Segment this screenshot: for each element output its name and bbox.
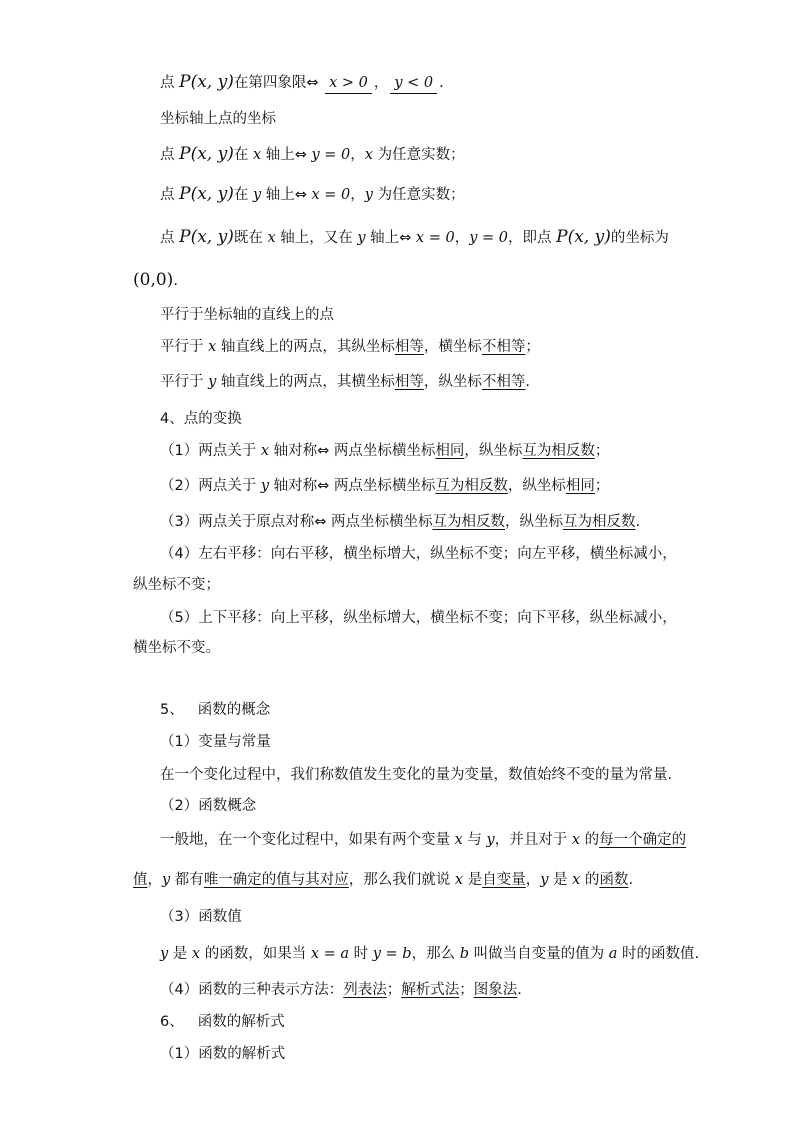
text: 的 [580,872,600,888]
math: y [540,872,549,888]
text: ，并且对于 [494,832,572,848]
math: y [160,946,169,962]
text: ， [350,187,365,203]
math: x [571,832,581,848]
math: y [364,187,373,203]
math: y [260,478,270,494]
text: ； [386,982,402,998]
math: b [459,946,469,962]
text: 点 [160,230,180,246]
math: a [608,946,618,962]
underlined-answer: 不相等 [481,339,526,355]
math: y [486,832,495,848]
text: （4）左右平移：向右平移，横坐标增大，纵坐标不变；向左平移，横坐标减小， [160,546,677,562]
math: x [191,946,201,962]
underlined-answer: 每一个确定的 [599,832,687,848]
text: 的函数，如果当 [200,946,311,962]
text: 轴上⇔ [261,147,312,163]
text: 既在 [233,230,268,246]
text: . [517,982,522,998]
line-parallel-y [160,372,530,392]
subheading-function-concept [160,796,256,816]
math: y = 0 [311,147,351,163]
text: 叫做当自变量的值为 [469,946,609,962]
math: x = 0 [415,230,455,246]
text: 轴直线上的两点，其纵坐标 [216,339,395,355]
text: 轴对称⇔ 两点坐标横坐标 [269,443,436,459]
text: 在一个变化过程中，我们称数值发生变化的量为变量，数值始终不变的量为常量. [160,767,673,783]
text: ，那么 [411,946,460,962]
item-x-symmetry [160,441,609,461]
line-quadrant-four [160,72,444,94]
text: ； [525,339,540,355]
line-representation-methods [160,980,522,1000]
section-heading-5 [160,700,270,720]
underlined-answer: 相等 [394,374,424,390]
math: x [267,230,276,246]
text: ，纵坐标 [507,478,566,494]
math-xy: (x, y) [190,72,234,92]
underlined-answer: 图象法 [473,982,518,998]
math: y = 0 [469,230,508,246]
text: 轴上⇔ [365,230,416,246]
math: x [572,872,581,888]
line-on-x-axis [160,144,465,165]
heading-parallel-lines [160,305,334,325]
item-origin-symmetry [160,512,640,532]
text: 6、 [160,1014,184,1030]
text: 纵坐标不变； [133,577,220,593]
underlined-answer: 列表法 [343,982,387,998]
answer-blank: y < 0 [390,73,437,94]
text: ，纵坐标 [464,443,523,459]
text: ，纵坐标 [504,514,563,530]
text: 是 [548,872,573,888]
text: 横坐标不变。 [133,640,220,656]
underlined-answer: 相等 [394,339,424,355]
text: 轴上⇔ [261,187,312,203]
section-heading-4 [160,409,242,429]
line-on-y-axis [160,184,465,205]
text: 平行于 [160,374,209,390]
math: y [252,187,262,203]
underlined-answer: 唯一确定的值与其对应 [203,872,349,888]
text: （4）函数的三种表示方法： [160,982,344,998]
text: 点 [160,187,180,203]
text: ， [147,872,162,888]
item-vertical-shift [160,608,677,628]
line-function-definition [160,830,686,850]
underlined-answer: 自变量 [482,872,526,888]
answer-blank: x > 0 [325,73,372,94]
text: （5）上下平移：向上平移，纵坐标增大，横坐标不变；向下平移，纵坐标减小， [160,610,677,626]
math-p: P [179,227,191,247]
math-xy: (x, y) [567,227,611,247]
text: 5、 [160,702,184,718]
line-origin [133,270,178,291]
item-horizontal-shift [160,544,677,564]
underlined-answer: 互为相反数 [435,478,508,494]
text: 是 [463,872,483,888]
math: y [357,230,366,246]
text: 为任意实数； [372,147,465,163]
underlined-answer: 值 [133,872,148,888]
math: x [252,147,262,163]
line-variable-definition [160,765,672,785]
math: x [208,339,217,355]
text: （3）函数值 [160,909,242,925]
text: 时 [349,946,373,962]
text: 时的函数值. [617,946,700,962]
text: 的 [580,832,600,848]
text: . [635,514,641,530]
math-p: P [179,144,191,164]
math: y [162,872,171,888]
underlined-answer: 相同 [565,478,595,494]
line-on-both-axes [160,227,669,248]
line-parallel-x [160,337,540,357]
text: ，横坐标 [423,339,482,355]
text: 在第四象限⇔ [233,75,324,91]
subheading-analytic-expression [160,1044,285,1064]
math-p: P [556,227,568,247]
underlined-answer: 互为相反数 [562,514,636,530]
text: 坐标轴上点的坐标 [160,111,276,127]
math: x = a [310,946,350,962]
text: 平行于坐标轴的直线上的点 [160,307,334,323]
text: . [628,872,634,888]
text: ， [373,75,389,91]
text: ； [459,982,474,998]
text: ； [594,443,610,459]
math: y [208,374,217,390]
text: ，那么我们就说 [348,872,455,888]
text: . [173,273,178,289]
math-xy: (x, y) [190,227,234,247]
line-function-definition-cont [133,870,633,890]
text: 都有 [170,872,204,888]
text: 与 [462,832,487,848]
text: . [525,374,531,390]
text: 轴对称⇔ 两点坐标横坐标 [269,478,436,494]
text: （1）变量与常量 [160,734,271,750]
math-origin: (0,0) [133,270,174,290]
text: 点 [160,75,180,91]
text: 函数的解析式 [197,1014,285,1030]
text: ， [454,230,470,246]
math-p: P [179,184,191,204]
text: 4、点的变换 [160,411,242,427]
item-horizontal-shift-cont [133,575,220,595]
text: ； [594,478,610,494]
text: ，即点 [508,230,557,246]
math-p: P [179,72,191,92]
math: y = b [372,946,412,962]
item-y-symmetry [160,476,609,496]
text: 点 [160,147,180,163]
text: 在 [233,147,253,163]
math: x = 0 [311,187,351,203]
text: ， [525,872,541,888]
text: 轴直线上的两点，其横坐标 [216,374,395,390]
line-function-value-definition [160,944,699,964]
section-heading-6 [160,1012,285,1032]
text: 为任意实数； [373,187,465,203]
text: 轴上，又在 [275,230,358,246]
math: x [260,443,270,459]
text: 一般地，在一个变化过程中，如果有两个变量 [160,832,455,848]
item-vertical-shift-cont [133,638,220,658]
underlined-answer: 解析式法 [401,982,460,998]
text: （2）两点关于 [160,478,261,494]
math: x [364,147,373,163]
text: 在 [233,187,253,203]
math: x [454,832,463,848]
heading-axis-points [160,109,276,129]
subheading-function-value [160,907,242,927]
text: （3）两点关于原点对称⇔ 两点坐标横坐标 [160,514,433,530]
math: x [454,872,464,888]
math-xy: (x, y) [190,184,234,204]
text: ，纵坐标 [423,374,482,390]
text: . [439,75,444,91]
text: （2）函数概念 [160,798,257,814]
text: 函数的概念 [197,702,271,718]
underlined-answer: 相同 [435,443,465,459]
text: 的坐标为 [610,230,669,246]
text: （1）两点关于 [160,443,261,459]
underlined-answer: 互为相反数 [522,443,595,459]
text: （1）函数的解析式 [160,1046,286,1062]
subheading-variables [160,732,271,752]
underlined-answer: 互为相反数 [432,514,505,530]
math-xy: (x, y) [190,144,234,164]
text: 是 [168,946,192,962]
text: 平行于 [160,339,209,355]
underlined-answer: 函数 [599,872,629,888]
text: ， [350,147,365,163]
underlined-answer: 不相等 [481,374,526,390]
